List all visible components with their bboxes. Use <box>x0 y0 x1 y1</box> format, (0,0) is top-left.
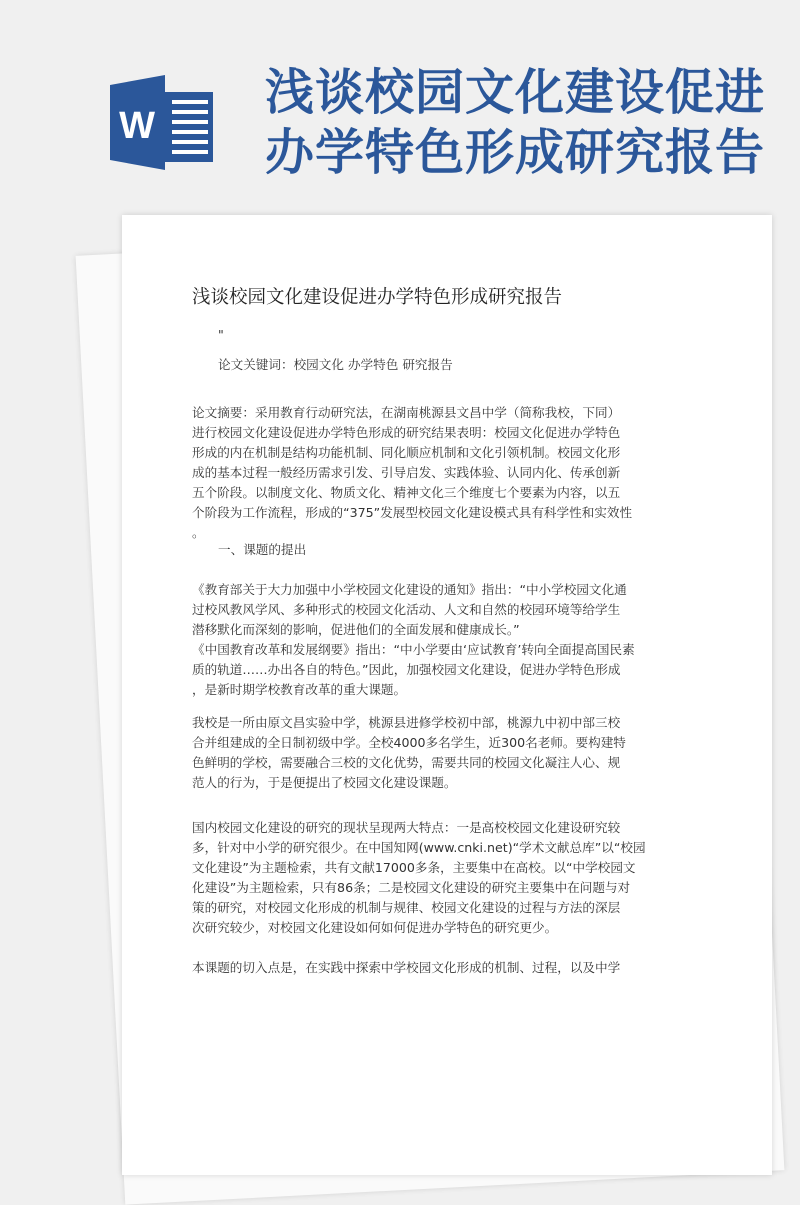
paragraph-line: 过校风教风学风、多种形式的校园文化活动、人文和自然的校园环境等给学生 <box>192 602 621 617</box>
paragraph-line: 合并组建成的全日制初级中学。全校4000多名学生，近300名老师。要构建特 <box>192 735 626 750</box>
paragraph-line: 国内校园文化建设的研究的现状呈现两大特点：一是高校校园文化建设研究较 <box>192 820 621 835</box>
keywords: 论文关键词：校园文化 办学特色 研究报告 <box>218 357 453 372</box>
paragraph-line: 《教育部关于大力加强中小学校园文化建设的通知》指出：“中小学校园文化通 <box>192 582 627 597</box>
paragraph-line: 论文摘要：采用教育行动研究法，在湖南桃源县文昌中学（简称我校，下同） <box>192 405 621 420</box>
paragraph-line: 本课题的切入点是，在实践中探索中学校园文化形成的机制、过程，以及中学 <box>192 960 621 975</box>
paragraph-line: 策的研究，对校园文化形成的机制与规律、校园文化建设的过程与方法的深层 <box>192 900 621 915</box>
document-page <box>122 215 772 1175</box>
paragraph-line: 成的基本过程一般经历需求引发、引导启发、实践体验、认同内化、传承创新 <box>192 465 621 480</box>
header-title <box>265 62 765 182</box>
paragraph-line: ，是新时期学校教育改革的重大课题。 <box>192 682 407 697</box>
paragraph-line: 。 <box>192 525 205 540</box>
paragraph-line: 文化建设”为主题检索，共有文献17000多条，主要集中在高校。以“中学校园文 <box>192 860 636 875</box>
paragraph-line: 《中国教育改革和发展纲要》指出：“中小学要由‘应试教育’转向全面提高国民素 <box>192 642 635 657</box>
header-title-line: 办学特色形成研究报告 <box>265 123 766 181</box>
paragraph-line: 进行校园文化建设促进办学特色形成的研究结果表明：校园文化促进办学特色 <box>192 425 621 440</box>
paragraph-line: 色鲜明的学校，需要融合三校的文化优势，需要共同的校园文化凝注人心、规 <box>192 755 621 770</box>
word-logo-icon <box>110 70 220 170</box>
document-title: 浅谈校园文化建设促进办学特色形成研究报告 <box>192 287 563 308</box>
section-heading: 一、课题的提出 <box>218 542 307 557</box>
paragraph-line: 形成的内在机制是结构功能机制、同化顺应机制和文化引领机制。校园文化形 <box>192 445 621 460</box>
header-title-line: 浅谈校园文化建设促进 <box>265 63 766 121</box>
paragraph-line: 范人的行为，于是便提出了校园文化建设课题。 <box>192 775 457 790</box>
paragraph-line: 五个阶段。以制度文化、物质文化、精神文化三个维度七个要素为内容，以五 <box>192 485 621 500</box>
paragraph-line: 多，针对中小学的研究很少。在中国知网(www.cnki.net)“学术文献总库”以“校园 <box>192 840 646 855</box>
svg-text:W: W <box>119 105 155 147</box>
paragraph-line: 个阶段为工作流程，形成的“375”发展型校园文化建设模式具有科学性和实效性 <box>192 505 633 520</box>
paragraph-line: 化建设”为主题检索，只有86条；二是校园文化建设的研究主要集中在问题与对 <box>192 880 631 895</box>
quote-mark: " <box>218 327 224 342</box>
paragraph-line: 潜移默化而深刻的影响，促进他们的全面发展和健康成长。” <box>192 622 520 637</box>
paragraph-line: 我校是一所由原文昌实验中学，桃源县进修学校初中部，桃源九中初中部三校 <box>192 715 621 730</box>
paragraph-line: 次研究较少，对校园文化建设如何如何促进办学特色的研究更少。 <box>192 920 558 935</box>
paragraph-line: 质的轨道……办出各自的特色。”因此，加强校园文化建设，促进办学特色形成 <box>192 662 621 677</box>
